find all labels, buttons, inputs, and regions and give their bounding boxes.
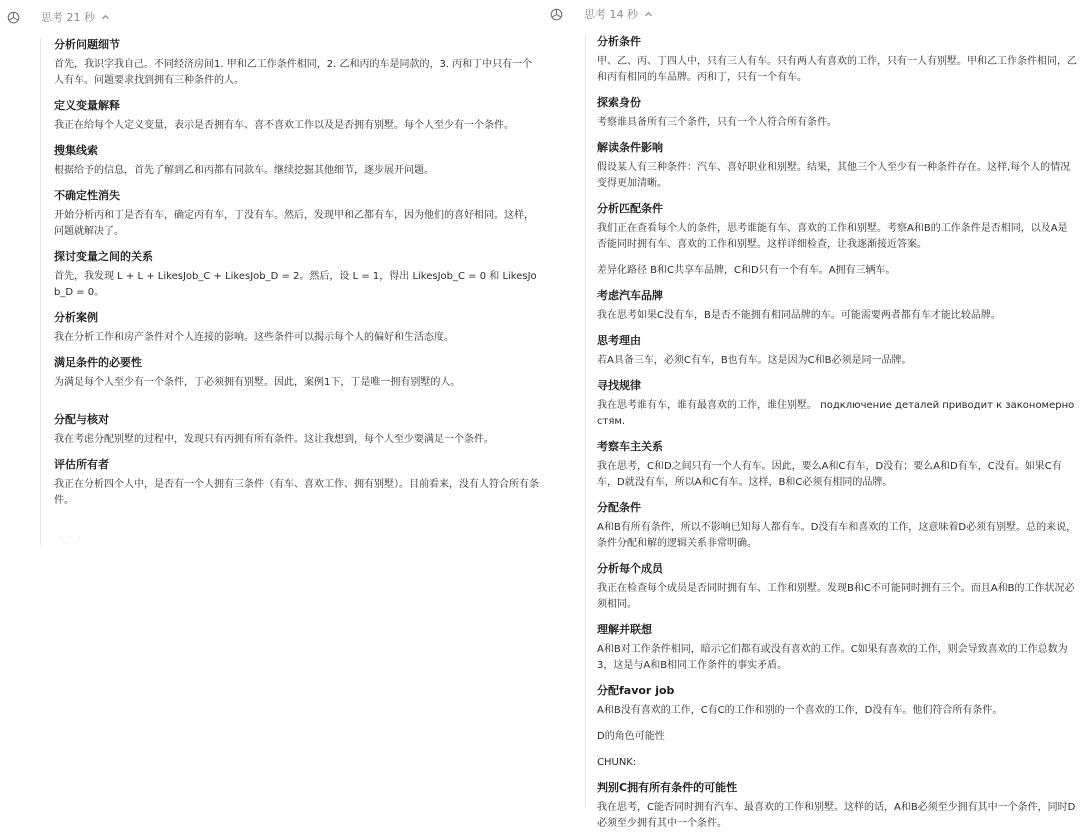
step-body: 开始分析丙和丁是否有车，确定丙有车，丁没有车。然后，发现甲和乙都有车，因为他们的喜好相同。这样，问题就解决了。 [54,210,534,237]
reasoning-paragraph [597,263,1077,279]
openai-logo-icon [6,10,21,25]
step-body: A和B对工作条件相同，暗示它们都有或没有喜欢的工作。C如果有喜欢的工作，则会导致喜欢的工作总数为3，这是与A和B相同工作条件的事实矛盾。 [597,644,1068,671]
step-body: 考察谁具备所有三个条件，只有一个人符合所有条件。 [597,117,837,128]
reasoning-step [597,440,1077,491]
reasoning-step [597,379,1077,430]
openai-logo-icon [549,7,564,22]
thinking-header[interactable] [6,9,110,25]
reasoning-step [597,202,1077,253]
step-title: 理解并联想 [597,623,652,636]
step-body: 我在思考，C能否同时拥有汽车、最喜欢的工作和别墅。这样的话，A和B必须至少拥有其中一个条件，同时D必须至少拥有其中一个条件。 [597,802,1076,829]
step-title: 定义变量解释 [54,99,120,112]
step-body: 我在思考谁有车，谁有最喜欢的工作，谁住别墅。 подключение деталей приводит к закономерностям. [597,400,1075,427]
reasoning-step [597,684,1077,719]
thinking-duration: 思考 14 秒 [584,8,638,21]
step-body: 我在考虑分配别墅的过程中，发现只有丙拥有所有条件。这让我想到，每个人至少要满足一个条件。 [54,434,494,445]
step-title: 分析条件 [597,35,641,48]
step-title: 探讨变量之间的关系 [54,250,153,263]
reasoning-step [54,458,542,509]
reasoning-paragraph [597,755,1077,771]
right-panel [540,0,1080,829]
step-body: 我正在检查每个成员是否同时拥有车、工作和别墅。发现B和C不可能同时拥有三个。而且A和B的工作状况必须相同。 [597,583,1075,610]
reasoning-step [54,38,542,89]
reasoning-thread [40,38,542,545]
reasoning-step [597,35,1077,86]
step-body: 我们正在查看每个人的条件，思考谁能有车、喜欢的工作和别墅。考察A和B的工作条件是否相同，以及A是否能同时拥有车、喜欢的工作和别墅。这样详细检查，让我逐渐接近答案。 [597,223,1068,250]
step-body: A和B有所有条件，所以不影响已知每人都有车。D没有车和喜欢的工作，这意味着D必须有别墅。总的来说，条件分配和解的逻辑关系非常明确。 [597,522,1077,549]
reasoning-step [54,311,542,346]
step-title: 评估所有者 [54,458,109,471]
step-title: 分配favor job [597,684,675,697]
thinking-header[interactable] [549,6,653,22]
step-body: 根据给予的信息，首先了解到乙和丙都有同款车。继续挖掘其他细节，逐步展开问题。 [54,165,434,176]
reasoning-step [54,144,542,179]
step-title: 判别C拥有所有条件的可能性 [597,781,738,794]
chevron-up-icon[interactable] [101,13,110,22]
step-body: 甲、乙、丙、丁四人中，只有三人有车。只有两人有喜欢的工作，只有一人有别墅。甲和乙工作条件相同，乙和丙有相同的车品牌。丙和丁，只有一个有车。 [597,56,1077,83]
reasoning-step [597,334,1077,369]
step-title: 满足条件的必要性 [54,356,142,369]
reasoning-step [597,141,1077,192]
step-title: 寻找规律 [597,379,641,392]
reasoning-step [597,562,1077,613]
step-body: 若A具备三车，必须C有车，B也有车。这是因为C和B必须是同一品牌。 [597,355,912,366]
reasoning-step [54,99,542,134]
reasoning-step [597,781,1077,832]
reasoning-step [54,356,542,391]
step-body: 假设某人有三种条件：汽车、喜好职业和别墅。结果，其他三个人至少有一种条件存在。这样,每个人的情况变得更加清晰。 [597,162,1071,189]
chevron-up-icon[interactable] [644,10,653,19]
left-panel [0,0,540,807]
step-body: 首先，我识字我自己。不同经济房间1. 甲和乙工作条件相同，2. 乙和丙的车是同款的，3. 丙和丁中只有一个人有车。问题要求找到拥有三种条件的人。 [54,59,533,86]
step-title: 探索身份 [597,96,641,109]
step-title: 思考理由 [597,334,641,347]
step-title: 不确定性消失 [54,189,120,202]
reasoning-paragraph [597,729,1077,745]
truncated-text-fade: · · · [60,533,83,542]
step-title: 考察车主关系 [597,440,663,453]
step-body: 我正在给每个人定义变量，表示是否拥有车、喜不喜欢工作以及是否拥有别墅。每个人至少有一个条件。 [54,120,514,131]
step-body: 我在分析工作和房产条件对个人连接的影响。这些条件可以揭示每个人的偏好和生活态度。 [54,332,454,343]
step-body: 为满足每个人至少有一个条件，丁必须拥有别墅。因此，案例1下，丁是唯一拥有别墅的人。 [54,377,461,388]
step-title: 搜集线索 [54,144,98,157]
reasoning-step [597,501,1077,552]
reasoning-step [597,96,1077,131]
reasoning-step [54,250,542,301]
paragraph-text: 差异化路径 B和C共享车品牌，C和D只有一个有车。A拥有三辆车。 [597,265,896,276]
reasoning-step [597,623,1077,674]
reasoning-thread [585,35,1077,829]
paragraph-text: CHUNK: [597,757,637,768]
step-body: 我正在分析四个人中，是否有一个人拥有三条件（有车、喜欢工作、拥有别墅）。目前看来，没有人符合所有条件。 [54,479,539,506]
reasoning-step [54,413,542,448]
step-title: 分配条件 [597,501,641,514]
step-title: 分析案例 [54,311,98,324]
step-title: 分析每个成员 [597,562,663,575]
step-title: 考虑汽车品牌 [597,289,663,302]
step-title: 分析问题细节 [54,38,120,51]
step-body: 我在思考，C和D之间只有一个人有车。因此，要么A和C有车，D没有；要么A和D有车，C没有。如果C有车，D就没有车，所以A和C有车。这样，B和C必须有相同的品牌。 [597,461,1062,488]
reasoning-step [54,189,542,240]
step-title: 解读条件影响 [597,141,663,154]
step-title: 分析匹配条件 [597,202,663,215]
spacer [54,401,542,413]
step-body: 首先，我发现 L + L + LikesJob_C + LikesJob_D = 2。然后，设 L = 1，得出 LikesJob_C = 0 和 LikesJob_D = 0。 [54,271,537,298]
step-title: 分配与核对 [54,413,109,426]
step-body: A和B没有喜欢的工作，C有C的工作和别的一个喜欢的工作，D没有车。他们符合所有条件。 [597,705,1003,716]
step-body: 我在思考如果C没有车，B是否不能拥有相同品牌的车。可能需要两者都有车才能比较品牌。 [597,310,1001,321]
thinking-duration: 思考 21 秒 [41,11,95,24]
reasoning-step [597,289,1077,324]
paragraph-text: D的角色可能性 [597,731,665,742]
